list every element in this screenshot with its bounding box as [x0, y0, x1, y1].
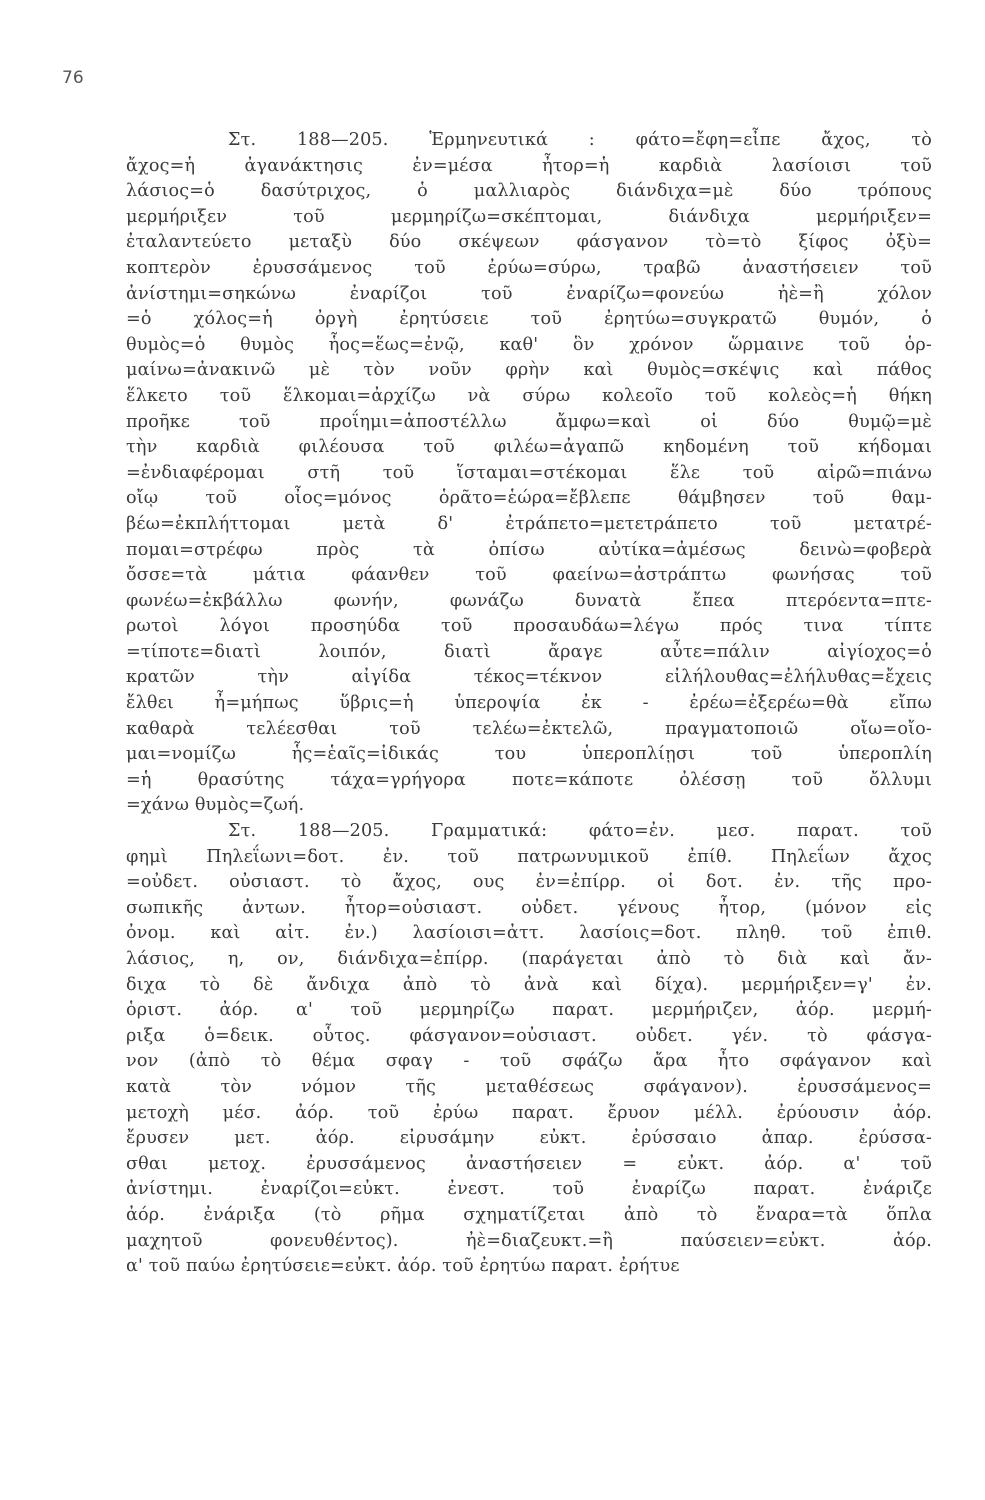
text-line: =οὐδετ. οὐσιαστ. τὸ ἄχος, ους ἐν=ἐπίρρ. οἱ δοτ. ἐν. τῆς προ-: [126, 872, 932, 893]
text-line: ἀνίστημι=σηκώνω ἐναρίζοι τοῦ ἐναρίζω=φονεύω ἠὲ=ἢ χόλον: [126, 283, 932, 304]
text-line: μετοχὴ μέσ. ἀόρ. τοῦ ἐρύω παρατ. ἔρυον μέλλ. ἐρύουσιν ἀόρ.: [126, 1102, 932, 1123]
text-line: κατὰ τὸν νόμον τῆς μεταθέσεως σφάγανον). ἐρυσσάμενος=: [126, 1076, 932, 1097]
text-line: ὀνομ. καὶ αἰτ. ἐν.) λασίοισι=ἀττ. λασίοις=δοτ. πληθ. τοῦ ἐπιθ.: [126, 923, 932, 944]
text-line: φωνέω=ἐκβάλλω φωνήν, φωνάζω δυνατὰ ἔπεα πτερόεντα=πτε-: [126, 590, 932, 611]
text-line: =ὁ χόλος=ἡ ὀργὴ ἐρητύσειε τοῦ ἐρητύω=συγκρατῶ θυμόν, ὁ: [126, 309, 932, 330]
text-line: κοπτερὸν ἐρυσσάμενος τοῦ ἐρύω=σύρω, τραβῶ ἀναστήσειεν τοῦ: [126, 257, 932, 278]
text-line: νον (ἀπὸ τὸ θέμα σφαγ - τοῦ σφάζω ἄρα ἦτο σφάγανον καὶ: [126, 1051, 932, 1072]
text-line: ὄσσε=τὰ μάτια φάανθεν τοῦ φαείνω=ἀστράπτω φωνήσας τοῦ: [126, 565, 932, 586]
text-line: ἀνίστημι. ἐναρίζοι=εὐκτ. ἐνεστ. τοῦ ἐναρίζω παρατ. ἐνάριζε: [126, 1179, 932, 1200]
text-line: =χάνω θυμὸς=ζωή.: [126, 795, 305, 816]
text-line: ἔρυσεν μετ. ἀόρ. εἰρυσάμην εὐκτ. ἐρύσσαιο ἀπαρ. ἐρύσσα-: [126, 1128, 932, 1149]
text-line: α' τοῦ παύω ἐρητύσειε=εὐκτ. ἀόρ. τοῦ ἐρητύω παρατ. ἐρήτυε: [126, 1256, 680, 1277]
text-line: λάσιος=ὁ δασύτριχος, ὁ μαλλιαρὸς διάνδιχα=μὲ δύο τρόπους: [126, 181, 932, 202]
text-line: ὁριστ. ἀόρ. α' τοῦ μερμηρίζω παρατ. μερμήριζεν, ἀόρ. μερμή-: [126, 1000, 932, 1021]
text-line: ἔλθει ἦ=μήπως ὕβρις=ἡ ὑπεροψία ἐκ - ἐρέω=ἐξερέω=θὰ εἴπω: [126, 693, 932, 714]
commentary-text: [126, 128, 932, 1280]
text-line: κρατῶν τὴν αἰγίδα τέκος=τέκνον εἰλήλουθας=ἐλήλυθας=ἔχεις: [126, 667, 932, 688]
text-line: φημὶ Πηλεΐωνι=δοτ. ἐν. τοῦ πατρωνυμικοῦ ἐπίθ. Πηλεΐων ἄχος: [126, 846, 932, 867]
text-line: =τίποτε=διατὶ λοιπόν, διατὶ ἄραγε αὖτε=πάλιν αἰγίοχος=ὁ: [126, 641, 932, 662]
text-line: ἄχος=ἡ ἀγανάκτησις ἐν=μέσα ἦτορ=ἡ καρδιὰ λασίοισι τοῦ: [126, 155, 932, 176]
text-line: πομαι=στρέφω πρὸς τὰ ὀπίσω αὐτίκα=ἀμέσως δεινὼ=φοβερὰ: [126, 539, 932, 560]
text-line: =ἐνδιαφέρομαι στῆ τοῦ ἵσταμαι=στέκομαι ἕλε τοῦ αἱρῶ=πιάνω: [126, 462, 932, 483]
text-line: Στ. 188—205. Γραμματικά: φάτο=ἐν. μεσ. παρατ. τοῦ: [228, 821, 932, 842]
section-interpretive-notes: [126, 128, 932, 819]
text-line: ἀόρ. ἐνάριξα (τὸ ρῆμα σχηματίζεται ἀπὸ τὸ ἔναρα=τὰ ὅπλα: [126, 1204, 932, 1225]
text-line: βέω=ἐκπλήττομαι μετὰ δ' ἐτράπετο=μετετράπετο τοῦ μετατρέ-: [126, 513, 932, 534]
section-grammatical-notes: [126, 819, 932, 1280]
page-number: 76: [62, 68, 84, 88]
text-line: λάσιος, η, ον, διάνδιχα=ἐπίρρ. (παράγεται ἀπὸ τὸ διὰ καὶ ἄν-: [126, 949, 932, 969]
text-line: μερμήριξεν τοῦ μερμηρίζω=σκέπτομαι, διάνδιχα μερμήριξεν=: [126, 206, 932, 227]
text-line: ἐταλαντεύετο μεταξὺ δύο σκέψεων φάσγανον τὸ=τὸ ξίφος ὀξὺ=: [126, 232, 932, 253]
text-line: τὴν καρδιὰ φιλέουσα τοῦ φιλέω=ἀγαπῶ κηδομένη τοῦ κήδομαι: [126, 437, 932, 458]
text-line: =ἡ θρασύτης τάχα=γρήγορα ποτε=κάποτε ὀλέσσῃ τοῦ ὄλλυμι: [126, 769, 932, 790]
text-line: σθαι μετοχ. ἐρυσσάμενος ἀναστήσειεν = εὐκτ. ἀόρ. α' τοῦ: [126, 1153, 932, 1174]
text-line: μαι=νομίζω ἧς=ἑαῖς=ἰδικάς του ὑπεροπλίῃσι τοῦ ὑπεροπλίη: [126, 744, 932, 765]
text-line: διχα τὸ δὲ ἄνδιχα ἀπὸ τὸ ἀνὰ καὶ δίχα). μερμήριξεν=γ' ἐν.: [126, 974, 932, 995]
text-line: Στ. 188—205. Ἑρμηνευτικά : φάτο=ἔφη=εἶπε ἄχος, τὸ: [228, 130, 932, 150]
text-line: προῆκε τοῦ προΐημι=ἀποστέλλω ἄμφω=καὶ οἱ δύο θυμῷ=μὲ: [126, 411, 932, 432]
text-line: καθαρὰ τελέεσθαι τοῦ τελέω=ἐκτελῶ, πραγματοποιῶ οἴω=οἴο-: [126, 718, 932, 739]
text-line: μαίνω=ἀνακινῶ μὲ τὸν νοῦν φρὴν καὶ θυμὸς=σκέψις καὶ πάθος: [126, 360, 932, 381]
text-line: ἕλκετο τοῦ ἕλκομαι=ἀρχίζω νὰ σύρω κολεοῖο τοῦ κολεὸς=ἡ θήκη: [126, 385, 932, 406]
text-line: θυμὸς=ὁ θυμὸς ἧος=ἕως=ἐνῷ, καθ' ὃν χρόνον ὥρμαινε τοῦ ὁρ-: [126, 334, 932, 355]
text-line: ριξα ὁ=δεικ. οὗτος. φάσγανον=οὐσιαστ. οὐδετ. γέν. τὸ φάσγα-: [126, 1025, 932, 1046]
text-line: οἴῳ τοῦ οἶος=μόνος ὁρᾶτο=ἑώρα=ἔβλεπε θάμβησεν τοῦ θαμ-: [126, 488, 932, 509]
text-line: ρωτοὶ λόγοι προσηύδα τοῦ προσαυδάω=λέγω πρός τινα τίπτε: [126, 616, 932, 637]
text-line: μαχητοῦ φονευθέντος). ἠὲ=διαζευκτ.=ἢ παύσειεν=εὐκτ. ἀόρ.: [126, 1230, 932, 1251]
text-line: σωπικῆς ἀντων. ἦτορ=οὐσιαστ. οὐδετ. γένους ἦτορ, (μόνον εἰς: [126, 897, 932, 918]
